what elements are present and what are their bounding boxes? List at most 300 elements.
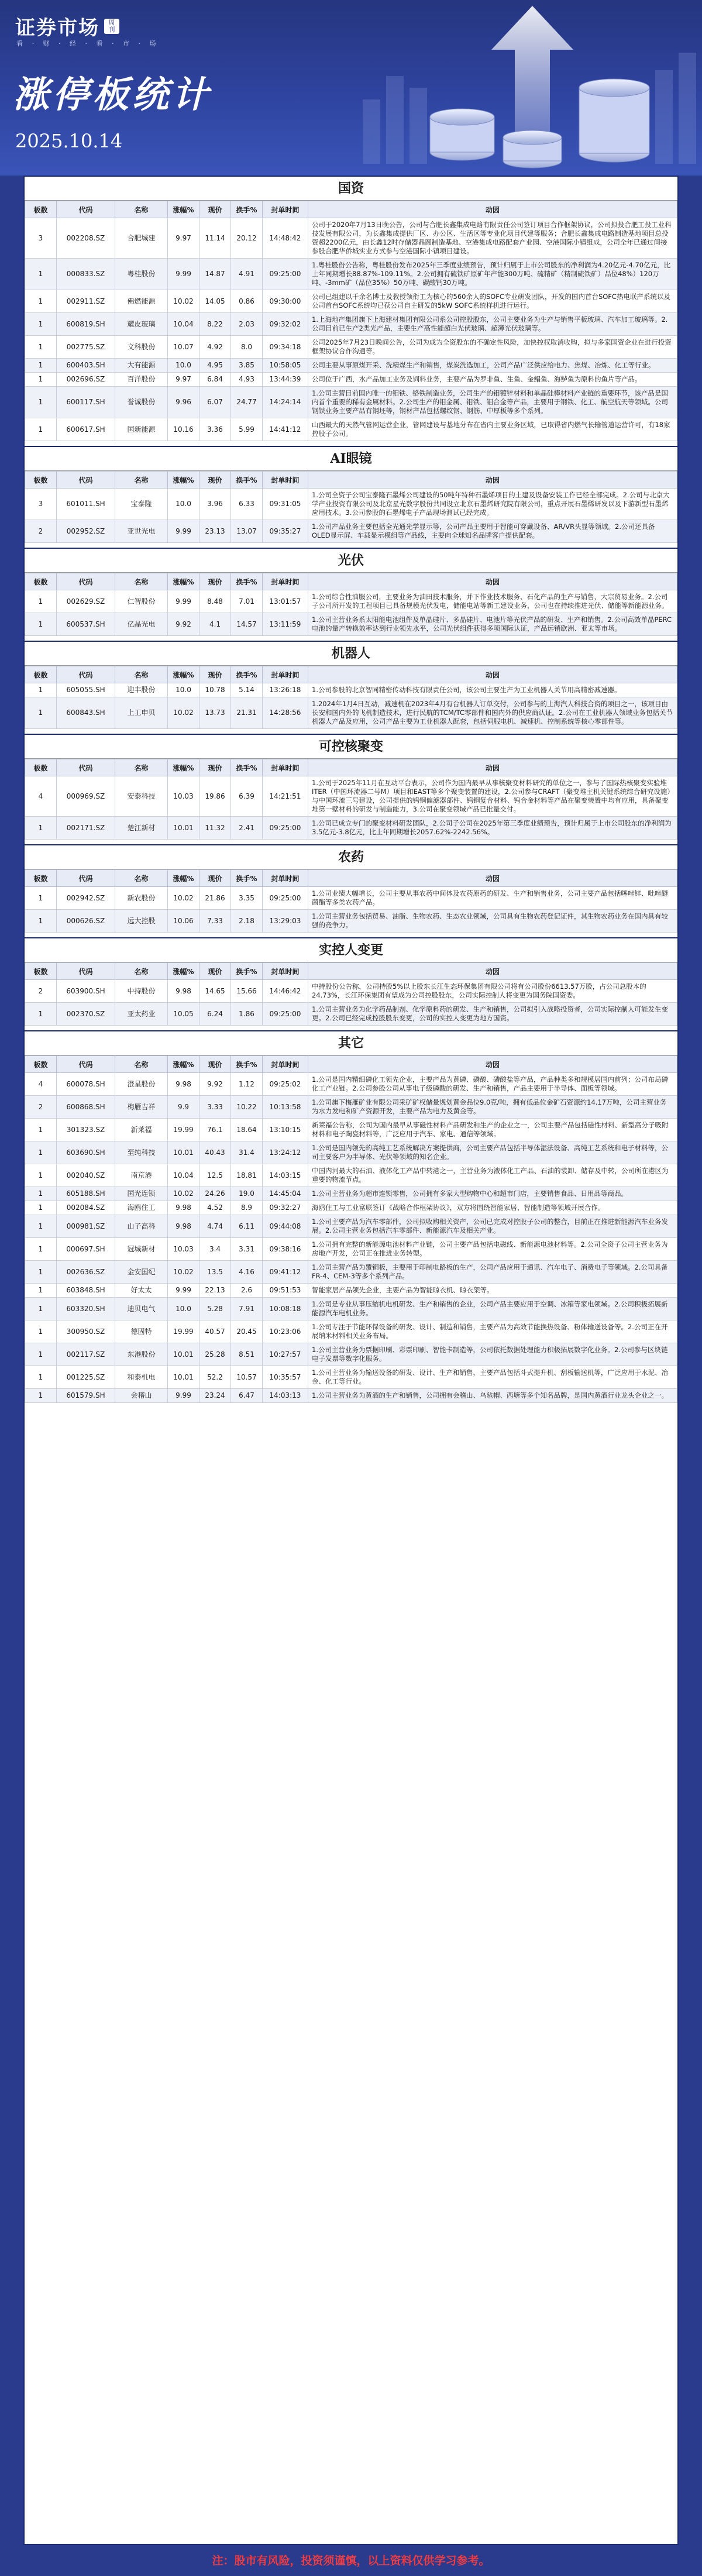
stock-name: 楚江新材 [115, 817, 168, 840]
table-row [25, 1261, 677, 1284]
seal-time: 10:58:05 [263, 359, 308, 373]
board-count: 1 [25, 1298, 57, 1320]
table-row [25, 910, 677, 933]
column-header: 涨幅% [168, 573, 199, 590]
stock-name: 和泰机电 [115, 1366, 168, 1389]
board-count: 1 [25, 387, 57, 418]
stock-code: 603320.SH [57, 1298, 115, 1320]
turnover-pct: 8.0 [231, 336, 263, 359]
column-header: 换手% [231, 1056, 263, 1073]
change-pct: 10.01 [168, 1366, 199, 1389]
seal-time: 14:24:14 [263, 387, 308, 418]
column-header: 封单时间 [263, 759, 308, 776]
stock-name: 上工申贝 [115, 697, 168, 729]
reason: 公司2025年7月23日晚间公告，公司为成为全资股东的不确定性风险，加快控权取消收购，拟与多家国资企业在进行投资框架协议合作沟通等。 [308, 336, 677, 359]
stock-code: 002952.SZ [57, 520, 115, 543]
turnover-pct: 4.16 [231, 1261, 263, 1284]
stock-name: 远大控股 [115, 910, 168, 933]
column-header: 封单时间 [263, 666, 308, 683]
table-row [25, 697, 677, 729]
column-header: 换手% [231, 201, 263, 218]
turnover-pct: 2.03 [231, 313, 263, 336]
section-title: 机器人 [25, 641, 677, 666]
table-row [25, 1073, 677, 1096]
reason: 山西最大的天然气管网运营企业，管网建设与基地分布在省内主要业务区域，已取得省内燃气长输管道运营许可，有18家控股子公司。 [308, 418, 677, 441]
turnover-pct: 19.0 [231, 1187, 263, 1201]
reason: 1.公司是专业从事压缩机电机研发、生产和销售的企业，公司产品主要应用于空调、冰箱等家电领域。2.公司积极拓展新能源汽车电机业务。 [308, 1298, 677, 1320]
change-pct: 10.02 [168, 1261, 199, 1284]
board-count: 2 [25, 520, 57, 543]
board-count: 1 [25, 1215, 57, 1238]
section-title: 农药 [25, 844, 677, 869]
board-count: 1 [25, 290, 57, 313]
change-pct: 10.02 [168, 887, 199, 910]
stock-code: 605055.SH [57, 683, 115, 697]
turnover-pct: 2.41 [231, 817, 263, 840]
column-header: 现价 [199, 1056, 231, 1073]
turnover-pct: 13.07 [231, 520, 263, 543]
column-header: 代码 [57, 472, 115, 489]
column-header: 涨幅% [168, 870, 199, 887]
stock-name: 好太太 [115, 1284, 168, 1298]
seal-time: 10:23:06 [263, 1320, 308, 1343]
seal-time: 09:31:05 [263, 489, 308, 520]
seal-time: 09:34:18 [263, 336, 308, 359]
column-header: 封单时间 [263, 201, 308, 218]
seal-time: 13:24:12 [263, 1141, 308, 1164]
reason: 1.上海地产集团旗下上海建材集团有限公司系公司控股股东，公司主要业务为生产与销售平板玻璃、汽车加工玻璃等。2.公司目前已生产2类光产品，主要生产高性能超白光伏玻璃、超薄光伏玻璃等。 [308, 313, 677, 336]
column-header: 涨幅% [168, 759, 199, 776]
stock-name: 宝泰隆 [115, 489, 168, 520]
price: 4.92 [199, 336, 231, 359]
reason: 1.公司主营产品为覆铜板，主要用于印制电路板的生产，公司产品应用于通讯、汽车电子、消费电子等领域。2.公司具备FR-4、CEM-3等多个系列产品。 [308, 1261, 677, 1284]
reason: 1.公司是国内精细磷化工领先企业，主要产品为黄磷、磷酸、磷酸盐等产品，产品种类多和规模居国内前列；公司布局磷化工产业链。2.公司参股公司从事电子级磷酸的研发、生产和销售，产品主要用于半导体、面板等领域。 [308, 1073, 677, 1096]
price: 22.13 [199, 1284, 231, 1298]
column-header: 封单时间 [263, 870, 308, 887]
stock-name: 海鸥住工 [115, 1201, 168, 1215]
turnover-pct: 5.14 [231, 683, 263, 697]
table-row [25, 520, 677, 543]
change-pct: 10.05 [168, 1003, 199, 1026]
board-count: 1 [25, 1003, 57, 1026]
column-header: 封单时间 [263, 472, 308, 489]
stock-name: 亿晶光电 [115, 613, 168, 636]
turnover-pct: 6.11 [231, 1215, 263, 1238]
column-header: 动因 [308, 870, 677, 887]
board-count: 1 [25, 887, 57, 910]
turnover-pct: 1.12 [231, 1073, 263, 1096]
section-title: 实控人变更 [25, 937, 677, 962]
stock-code: 601011.SH [57, 489, 115, 520]
stock-name: 澄星股份 [115, 1073, 168, 1096]
stock-code: 002208.SZ [57, 218, 115, 259]
price: 25.28 [199, 1343, 231, 1366]
change-pct: 9.98 [168, 1201, 199, 1215]
price: 40.57 [199, 1320, 231, 1343]
price: 6.24 [199, 1003, 231, 1026]
stock-name: 国新能源 [115, 418, 168, 441]
disclaimer: 注：股市有风险，投资须谨慎，以上资料仅供学习参考。 [212, 2554, 490, 2567]
board-count: 1 [25, 418, 57, 441]
board-count: 1 [25, 373, 57, 387]
table-row [25, 359, 677, 373]
turnover-pct: 20.45 [231, 1320, 263, 1343]
column-header: 板数 [25, 573, 57, 590]
board-count: 1 [25, 259, 57, 290]
stock-code: 002040.SZ [57, 1164, 115, 1187]
board-count: 1 [25, 336, 57, 359]
reason: 1.公司主营业务为黄酒的生产和销售，公司拥有会稽山、乌毡帽、西塘等多个知名品牌，是国内黄酒行业龙头企业之一。 [308, 1389, 677, 1403]
turnover-pct: 4.91 [231, 259, 263, 290]
change-pct: 10.0 [168, 1298, 199, 1320]
stock-code: 600819.SH [57, 313, 115, 336]
seal-time: 09:41:12 [263, 1261, 308, 1284]
stock-name: 金安国纪 [115, 1261, 168, 1284]
turnover-pct: 10.22 [231, 1096, 263, 1119]
seal-time: 09:30:00 [263, 290, 308, 313]
board-count: 1 [25, 313, 57, 336]
table-row [25, 336, 677, 359]
column-header: 代码 [57, 201, 115, 218]
price: 7.33 [199, 910, 231, 933]
change-pct: 19.99 [168, 1320, 199, 1343]
reason: 1.公司主营业务为票据印刷、彩票印刷、智能卡制造等，公司依托数据处理能力积极拓展数字化业务。2.公司参与区块链电子发票等数字化服务。 [308, 1343, 677, 1366]
board-count: 2 [25, 1096, 57, 1119]
stock-name: 粤桂股份 [115, 259, 168, 290]
price: 23.24 [199, 1389, 231, 1403]
stock-name: 山子高科 [115, 1215, 168, 1238]
change-pct: 10.0 [168, 489, 199, 520]
price: 8.48 [199, 590, 231, 613]
board-count: 3 [25, 218, 57, 259]
stock-name: 大有能源 [115, 359, 168, 373]
stock-name: 国光连锁 [115, 1187, 168, 1201]
price: 4.52 [199, 1201, 231, 1215]
stock-name: 亚世光电 [115, 520, 168, 543]
stock-table [25, 201, 677, 441]
stock-code: 000969.SZ [57, 776, 115, 817]
table-row [25, 683, 677, 697]
change-pct: 10.0 [168, 683, 199, 697]
section-title: AI眼镜 [25, 446, 677, 471]
stock-code: 605188.SH [57, 1187, 115, 1201]
turnover-pct: 6.33 [231, 489, 263, 520]
stock-code: 603848.SH [57, 1284, 115, 1298]
column-header: 封单时间 [263, 573, 308, 590]
stock-name: 冠城新材 [115, 1238, 168, 1261]
change-pct: 9.97 [168, 218, 199, 259]
page-title: 涨停板统计 [13, 73, 212, 116]
table-row [25, 387, 677, 418]
stock-table [25, 471, 677, 543]
seal-time: 09:44:08 [263, 1215, 308, 1238]
stock-name: 会稽山 [115, 1389, 168, 1403]
board-count: 1 [25, 683, 57, 697]
reason: 1.公司主营目前国内唯一的钼铁、铬铁制造业务，公司生产的钼镀锌材料和单晶硅棒材料产业链的重要环节，该产品是国内首个重要的稀有金属材料。2.公司生产的钼金属、钼铁、钼合金等产品，主要用于钢铁、化工、航空航天等领域。公司钢铁业务主要产品有钢坯等，钢材产品包括螺纹钢、钢筋、中厚板等多个系列。 [308, 387, 677, 418]
seal-time: 10:27:57 [263, 1343, 308, 1366]
stock-code: 600843.SH [57, 697, 115, 729]
stock-code: 002696.SZ [57, 373, 115, 387]
stock-name: 百洋股份 [115, 373, 168, 387]
table-row [25, 418, 677, 441]
change-pct: 9.98 [168, 1073, 199, 1096]
stock-code: 002117.SZ [57, 1343, 115, 1366]
stock-code: 002911.SZ [57, 290, 115, 313]
change-pct: 10.06 [168, 910, 199, 933]
reason: 1.公司已成立专门的聚变材料研发团队，2.公司子公司在2025年第三季度业绩预告，预计归属于上市公司股东的净利润为3.5亿元-3.8亿元，比上年同期增长2057.62%-2242.56%。 [308, 817, 677, 840]
seal-time: 10:08:18 [263, 1298, 308, 1320]
reason: 1.公司全资子公司宝泰隆石墨烯公司建设的50吨年特种石墨烯项目的土建及设备安装工作已经全部完成。2.公司与北京大学产业投资有限公司及北京星光数字股份共同设立北京石墨烯研究院有限公司，重点开展石墨烯研发以及下游新型石墨烯应用技术。3.公司参股的石墨烯电子产品现场测试已经完成。 [308, 489, 677, 520]
change-pct: 10.01 [168, 1141, 199, 1164]
table-row [25, 313, 677, 336]
column-header: 板数 [25, 472, 57, 489]
turnover-pct: 1.86 [231, 1003, 263, 1026]
section-title: 光伏 [25, 548, 677, 573]
seal-time: 13:01:57 [263, 590, 308, 613]
change-pct: 10.04 [168, 1164, 199, 1187]
price: 3.33 [199, 1096, 231, 1119]
column-header: 代码 [57, 666, 115, 683]
column-header: 涨幅% [168, 201, 199, 218]
reason: 1.公司旗下梅雁矿业有限公司采矿矿权储量规划黄金品位9.0克/吨，拥有低品位金矿石资源约14.17万吨，公司主营业务为水力发电和矿产资源开发，主要产品为电力及黄金等。 [308, 1096, 677, 1119]
stock-name: 仁智股份 [115, 590, 168, 613]
turnover-pct: 14.57 [231, 613, 263, 636]
board-count: 1 [25, 1320, 57, 1343]
seal-time: 14:41:12 [263, 418, 308, 441]
price: 10.78 [199, 683, 231, 697]
change-pct: 9.99 [168, 259, 199, 290]
stock-name: 亚太药业 [115, 1003, 168, 1026]
column-header: 板数 [25, 870, 57, 887]
seal-time: 14:03:13 [263, 1389, 308, 1403]
column-header: 动因 [308, 472, 677, 489]
stock-code: 002942.SZ [57, 887, 115, 910]
stock-name: 安泰科技 [115, 776, 168, 817]
price: 9.92 [199, 1073, 231, 1096]
change-pct: 10.02 [168, 1187, 199, 1201]
stock-table [25, 1055, 677, 1403]
seal-time: 09:25:00 [263, 259, 308, 290]
board-count: 1 [25, 359, 57, 373]
table-row [25, 290, 677, 313]
price: 5.28 [199, 1298, 231, 1320]
stock-name: 文科股份 [115, 336, 168, 359]
column-header: 换手% [231, 963, 263, 980]
price: 4.74 [199, 1215, 231, 1238]
board-count: 4 [25, 1073, 57, 1096]
column-header: 封单时间 [263, 1056, 308, 1073]
stock-name: 迎丰股份 [115, 683, 168, 697]
turnover-pct: 0.86 [231, 290, 263, 313]
change-pct: 9.99 [168, 590, 199, 613]
turnover-pct: 2.6 [231, 1284, 263, 1298]
stock-code: 000833.SZ [57, 259, 115, 290]
table-row [25, 980, 677, 1003]
change-pct: 10.16 [168, 418, 199, 441]
table-row [25, 613, 677, 636]
column-header: 代码 [57, 1056, 115, 1073]
column-header: 动因 [308, 573, 677, 590]
reason: 1.公司参股的北京智同精密传动科技有限责任公司，该公司主要生产为工业机器人关节用高精密减速器。 [308, 683, 677, 697]
reason: 1.公司综合性油服公司，主要业务为油田技术服务，并下作业技术服务、石化产品的生产与销售，大宗贸易业务。2.公司子公司所开发的工程项目已具备规模光伏发电，储能电站等新工建设业务，公司也在持续推进光伏、储能等新能源业务。 [308, 590, 677, 613]
column-header: 名称 [115, 201, 168, 218]
stock-code: 300950.SZ [57, 1320, 115, 1343]
section-title: 其它 [25, 1030, 677, 1055]
turnover-pct: 24.77 [231, 387, 263, 418]
price: 40.43 [199, 1141, 231, 1164]
stock-code: 600403.SH [57, 359, 115, 373]
page-header [0, 0, 702, 176]
change-pct: 19.99 [168, 1119, 199, 1141]
change-pct: 10.07 [168, 336, 199, 359]
reason: 新莱福公告称，公司为国内最早从事磁性材料产品研发和生产的企业之一，公司主要产品包括磁性材料、新型高分子吸附材料和电子陶瓷材料等，广泛应用于汽车、家电、通信等领域。 [308, 1119, 677, 1141]
change-pct: 10.03 [168, 776, 199, 817]
stock-code: 002775.SZ [57, 336, 115, 359]
coins-arrow-illustration [339, 0, 702, 176]
stock-name: 中持股份 [115, 980, 168, 1003]
board-count: 2 [25, 980, 57, 1003]
table-row [25, 1366, 677, 1389]
stock-name: 新莱福 [115, 1119, 168, 1141]
column-header: 涨幅% [168, 666, 199, 683]
reason: 1.公司主营业务包括贸易、油脂、生物农药、生态农业领域，公司具有生物农药登记证件，其生物农药业务在国内具有较强的竞争力。 [308, 910, 677, 933]
stock-code: 600868.SH [57, 1096, 115, 1119]
seal-time: 09:25:00 [263, 887, 308, 910]
reason: 1.粤桂股份公告称，粤桂股份发布2025年三季度业绩预告，预计归属于上市公司股东的净利润为4.20亿元-4.70亿元，比上年同期增长88.87%-109.11%。2.公司拥有硫铁矿原矿年产能300万吨、硫精矿（精制硫铁矿）品位48%）120万吨、-3mm矿（品位35%）50万吨、碳酸钙30万吨。 [308, 259, 677, 290]
reason: 公司于2020年7月13日晚公告，公司与合肥长鑫集成电路有限责任公司签订项目合作框架协议，公司拟投合肥工投工业科技发展有限公司，为长鑫集成提供厂区、办公区、生活区等专业化项目代建等服务；合肥长鑫集成电路制造基地项目总投资超2200亿元，由长鑫12吋存储器晶圆制造基地、空港集成电路配套产业园、空港国际小镇组成，公司全年已通过间接参股合肥华侨城实业方式参与空港国际小镇项目建设。 [308, 218, 677, 259]
seal-time: 14:28:56 [263, 697, 308, 729]
stock-code: 301323.SZ [57, 1119, 115, 1141]
column-header: 名称 [115, 1056, 168, 1073]
board-count: 1 [25, 1389, 57, 1403]
seal-time: 09:32:27 [263, 1201, 308, 1215]
price: 11.32 [199, 817, 231, 840]
table-row [25, 1298, 677, 1320]
reason: 公司主要从事原煤开采、洗精煤生产和销售，煤炭洗选加工，公司产品广泛供应给电力、焦煤、冶炼、化工等行业。 [308, 359, 677, 373]
turnover-pct: 3.31 [231, 1238, 263, 1261]
table-row [25, 1320, 677, 1343]
stock-code: 002636.SZ [57, 1261, 115, 1284]
turnover-pct: 18.81 [231, 1164, 263, 1187]
reason: 公司已组建以千余名博士及教授领衔工为核心的560余人的SOFC专业研发团队，开发的国内首台SOFC热电联产系统以及公司首台SOFC系统均已获公司自主研发的5kW SOFC系统样机进行运行。 [308, 290, 677, 313]
column-header: 现价 [199, 201, 231, 218]
seal-time: 13:44:39 [263, 373, 308, 387]
column-header: 现价 [199, 759, 231, 776]
change-pct: 9.98 [168, 980, 199, 1003]
reason: 中持股份公告称，公司持股5%以上股东长江生态环保集团有限公司将有公司股份6613.57万股，占公司总股本的24.73%，长江环保集团有望成为公司控股股东，公司实际控制人将变更为国务院国资委。 [308, 980, 677, 1003]
brand-badge: 周刊 [104, 19, 119, 34]
change-pct: 10.04 [168, 313, 199, 336]
column-header: 名称 [115, 666, 168, 683]
table-row [25, 1119, 677, 1141]
column-header: 代码 [57, 573, 115, 590]
limit-up-report [23, 176, 679, 2545]
change-pct: 9.9 [168, 1096, 199, 1119]
stock-table [25, 666, 677, 729]
board-count: 1 [25, 1261, 57, 1284]
brand-logo [15, 12, 119, 40]
stock-name: 合肥城建 [115, 218, 168, 259]
price: 4.95 [199, 359, 231, 373]
stock-code: 002084.SZ [57, 1201, 115, 1215]
reason: 1.公司主营业务为超市连锁零售，公司拥有多家大型购物中心和超市门店，主要销售食品、日用品等商品。 [308, 1187, 677, 1201]
price: 3.96 [199, 489, 231, 520]
price: 76.1 [199, 1119, 231, 1141]
seal-time: 14:03:15 [263, 1164, 308, 1187]
column-header: 涨幅% [168, 1056, 199, 1073]
brand-slogan: 看 · 财 · 经 · 看 · 市 · 场 [16, 40, 160, 47]
seal-time: 14:45:04 [263, 1187, 308, 1201]
change-pct: 10.02 [168, 697, 199, 729]
change-pct: 10.03 [168, 1238, 199, 1261]
table-row [25, 1389, 677, 1403]
stock-name: 东港股份 [115, 1343, 168, 1366]
column-header: 换手% [231, 573, 263, 590]
price: 24.26 [199, 1187, 231, 1201]
seal-time: 14:48:42 [263, 218, 308, 259]
change-pct: 9.92 [168, 613, 199, 636]
board-count: 1 [25, 590, 57, 613]
stock-name: 誉诚股份 [115, 387, 168, 418]
column-header: 动因 [308, 759, 677, 776]
table-row [25, 1238, 677, 1261]
change-pct: 9.99 [168, 520, 199, 543]
seal-time: 09:35:27 [263, 520, 308, 543]
column-header: 名称 [115, 870, 168, 887]
seal-time: 13:29:03 [263, 910, 308, 933]
stock-code: 601579.SH [57, 1389, 115, 1403]
column-header: 换手% [231, 472, 263, 489]
column-header: 板数 [25, 666, 57, 683]
reason: 1.公司主营业务为输送设备的研发、设计、生产和销售，主要产品包括斗式提升机、刮板输送机等，广泛应用于水泥、冶金、化工等行业。 [308, 1366, 677, 1389]
table-row [25, 1164, 677, 1187]
board-count: 1 [25, 1119, 57, 1141]
table-row [25, 1284, 677, 1298]
stock-code: 600078.SH [57, 1073, 115, 1096]
price: 6.84 [199, 373, 231, 387]
board-count: 4 [25, 776, 57, 817]
price: 8.22 [199, 313, 231, 336]
reason: 中国内河最大的石油、液体化工产品中转港之一，主营业务为液体化工产品、石油的装卸、储存及中转，公司所在港区为重要的物流节点。 [308, 1164, 677, 1187]
column-header: 板数 [25, 963, 57, 980]
column-header: 涨幅% [168, 963, 199, 980]
change-pct: 10.0 [168, 359, 199, 373]
turnover-pct: 18.64 [231, 1119, 263, 1141]
stock-name: 德固特 [115, 1320, 168, 1343]
column-header: 封单时间 [263, 963, 308, 980]
board-count: 1 [25, 1343, 57, 1366]
stock-code: 002370.SZ [57, 1003, 115, 1026]
stock-name: 至纯科技 [115, 1141, 168, 1164]
price: 19.86 [199, 776, 231, 817]
turnover-pct: 6.47 [231, 1389, 263, 1403]
seal-time: 09:38:16 [263, 1238, 308, 1261]
board-count: 1 [25, 910, 57, 933]
seal-time: 10:13:58 [263, 1096, 308, 1119]
column-header: 现价 [199, 870, 231, 887]
board-count: 1 [25, 1164, 57, 1187]
turnover-pct: 7.01 [231, 590, 263, 613]
change-pct: 10.02 [168, 290, 199, 313]
table-row [25, 1187, 677, 1201]
turnover-pct: 3.35 [231, 887, 263, 910]
reason: 1.2024年1月4日互动，减速机在2023年4月有台机器人订单交付，公司参与的上海汽人科技合资的项目之一，该项目由长安和国内外的飞机制造技术，进行民航的TCM/TC零部件和国内外的供应商认证。2.公司在工业机器人领域业务包括关节机器人产品及应用，公司产品主要为工业机器人配套，包括伺服电机、减速机、控制系统等核心零部件等。 [308, 697, 677, 729]
reason: 公司位于广西，水产品加工业务及饲料业务，主要产品为罗非鱼、生鱼、金鲳鱼、海鲈鱼为原料的鱼片等产品。 [308, 373, 677, 387]
reason: 1.公司主营业务系太阳能电池组件及单晶硅片、多晶硅片、电池片等光伏产品的研发、生产和销售。2.公司高效单晶PERC电池的量产转换效率达到行业领先水平，公司光伏组件获得多项国际认证，产品远销欧洲、亚太等市场。 [308, 613, 677, 636]
table-row [25, 1003, 677, 1026]
stock-name: 梅雁吉祥 [115, 1096, 168, 1119]
reason: 1.公司产品业务主要包括全光通光学显示等，公司产品主要用于智能可穿戴设备、AR/VR头显等领域。2.公司还具备OLED显示屏、车载显示模组等产品线，主要向全球知名品牌客户提供配套。 [308, 520, 677, 543]
